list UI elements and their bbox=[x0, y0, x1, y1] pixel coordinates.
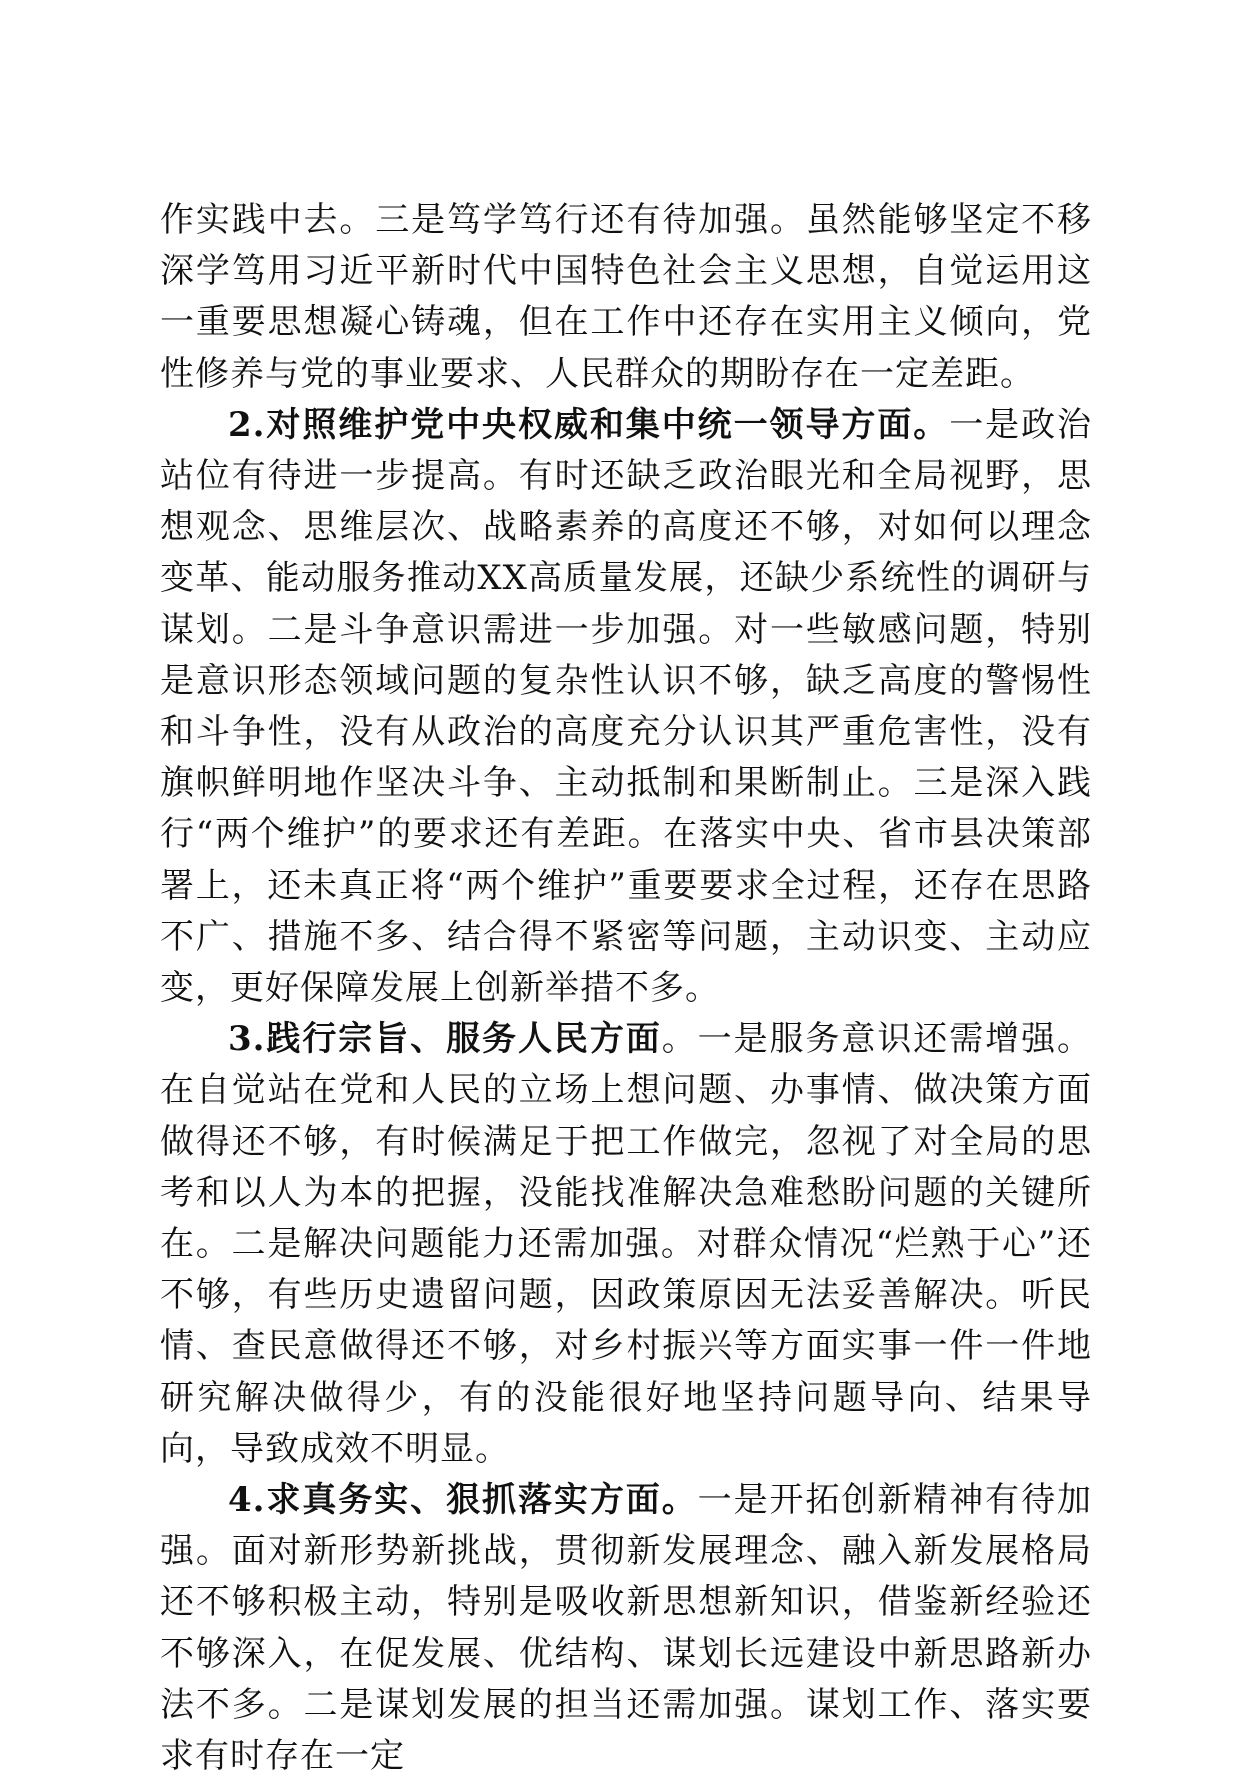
paragraph-section-2 bbox=[160, 400, 1092, 1014]
paragraph-continuation bbox=[160, 195, 1092, 400]
paragraph-body: 一是开拓创新精神有待加强。面对新形势新挑战，贯彻新发展理念、融入新发展格局还不够积极主动，特别是吸收新思想新知识，借鉴新经验还不够深入，在促发展、优结构、谋划长远建设中新思路新办法不多。二是谋划发展的担当还需加强。谋划工作、落实要求有时存在一定 bbox=[160, 1480, 1093, 1777]
paragraph-body: 作实践中去。三是笃学笃行还有待加强。虽然能够坚定不移深学笃用习近平新时代中国特色社会主义思想，自觉运用这一重要思想凝心铸魂，但在工作中还存在实用主义倾向，党性修养与党的事业要求、人民群众的期盼存在一定差距。 bbox=[160, 200, 1092, 394]
section-heading: 2.对照维护党中央权威和集中统一领导方面。 bbox=[228, 404, 950, 445]
section-heading: 4.求真务实、狠抓落实方面。 bbox=[228, 1480, 698, 1521]
paragraph-body: 。一是服务意识还需增强。在自觉站在党和人民的立场上想问题、办事情、做决策方面做得还不够，有时候满足于把工作做完，忽视了对全局的思考和以人为本的把握，没能找准解决急难愁盼问题的关键所在。二是解决问题能力还需加强。对群众情况“烂熟于心”还不够，有些历史遗留问题，因政策原因无法妥善解决。听民情、查民意做得还不够，对乡村振兴等方面实事一件一件地研究解决做得少，有的没能很好地坚持问题导向、结果导向，导致成效不明显。 bbox=[160, 1019, 1093, 1469]
paragraph-body: 一是政治站位有待进一步提高。有时还缺乏政治眼光和全局视野，思想观念、思维层次、战略素养的高度还不够，对如何以理念变革、能动服务推动XX高质量发展，还缺少系统性的调研与谋划。二是斗争意识需进一步加强。对一些敏感问题，特别是意识形态领域问题的复杂性认识不够，缺乏高度的警惕性和斗争性，没有从政治的高度充分认识其严重危害性，没有旗帜鲜明地作坚决斗争、主动抵制和果断制止。三是深入践行“两个维护”的要求还有差距。在落实中央、省市县决策部署上，还未真正将“两个维护”重要要求全过程，还存在思路不广、措施不多、结合得不紧密等问题，主动识变、主动应变，更好保障发展上创新举措不多。 bbox=[160, 404, 1093, 1009]
document-page bbox=[160, 195, 1092, 1782]
paragraph-section-4 bbox=[160, 1475, 1092, 1782]
paragraph-section-3 bbox=[160, 1014, 1092, 1475]
section-heading: 3.践行宗旨、服务人民方面 bbox=[228, 1019, 662, 1060]
